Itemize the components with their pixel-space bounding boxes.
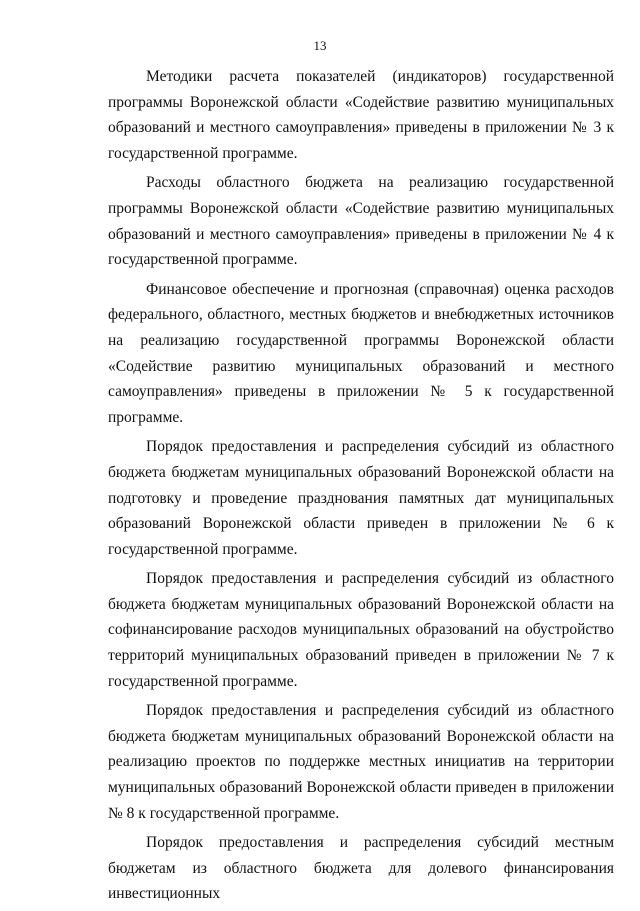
paragraph-subsidy-memorable-dates: Порядок предоставления и распределения субсидий из областного бюджета бюджетам муниципальных образований Воронежской области на подготовку и проведение празднования памятных дат муниципальных образований Воронежской области приведен в приложении № 6 к государственной программе. [108, 438, 614, 558]
paragraph-subsidy-local-initiatives: Порядок предоставления и распределения субсидий из областного бюджета бюджетам муниципальных образований Воронежской области на реализацию проектов по поддержке местных инициатив на территории муниципальных образований Воронежской области приведен в приложении № 8 к государственной программе. [108, 702, 614, 822]
body-text [108, 64, 614, 911]
paragraph-methodology: Методики расчета показателей (индикаторов) государственной программы Воронежской области «Содействие развитию муниципальных образований и местного самоуправления» приведены в приложении № 3 к государственной программе. [108, 68, 614, 162]
paragraph-subsidy-territory-improvement: Порядок предоставления и распределения субсидий из областного бюджета бюджетам муниципальных образований Воронежской области на софинансирование расходов муниципальных образований на обустройство территорий муниципальных образований приведен в приложении № 7 к государственной программе. [108, 570, 614, 690]
page-number: 13 [313, 38, 327, 53]
paragraph-financial-support: Финансовое обеспечение и прогнозная (справочная) оценка расходов федерального, областного, местных бюджетов и внебюджетных источников на реализацию государственной программы Воронежской области «Содействие развитию муниципальных образований и местного самоуправления» приведены в приложении № 5 к государственной программе. [108, 280, 614, 426]
paragraph-regional-budget-expenses: Расходы областного бюджета на реализацию государственной программы Воронежской области «Содействие развитию муниципальных образований и местного самоуправления» приведены в приложении № 4 к государственной программе. [108, 174, 614, 269]
paragraph-subsidy-investment: Порядок предоставления и распределения субсидий местным бюджетам из областного бюджета для долевого финансирования инвестиционных [108, 834, 614, 903]
